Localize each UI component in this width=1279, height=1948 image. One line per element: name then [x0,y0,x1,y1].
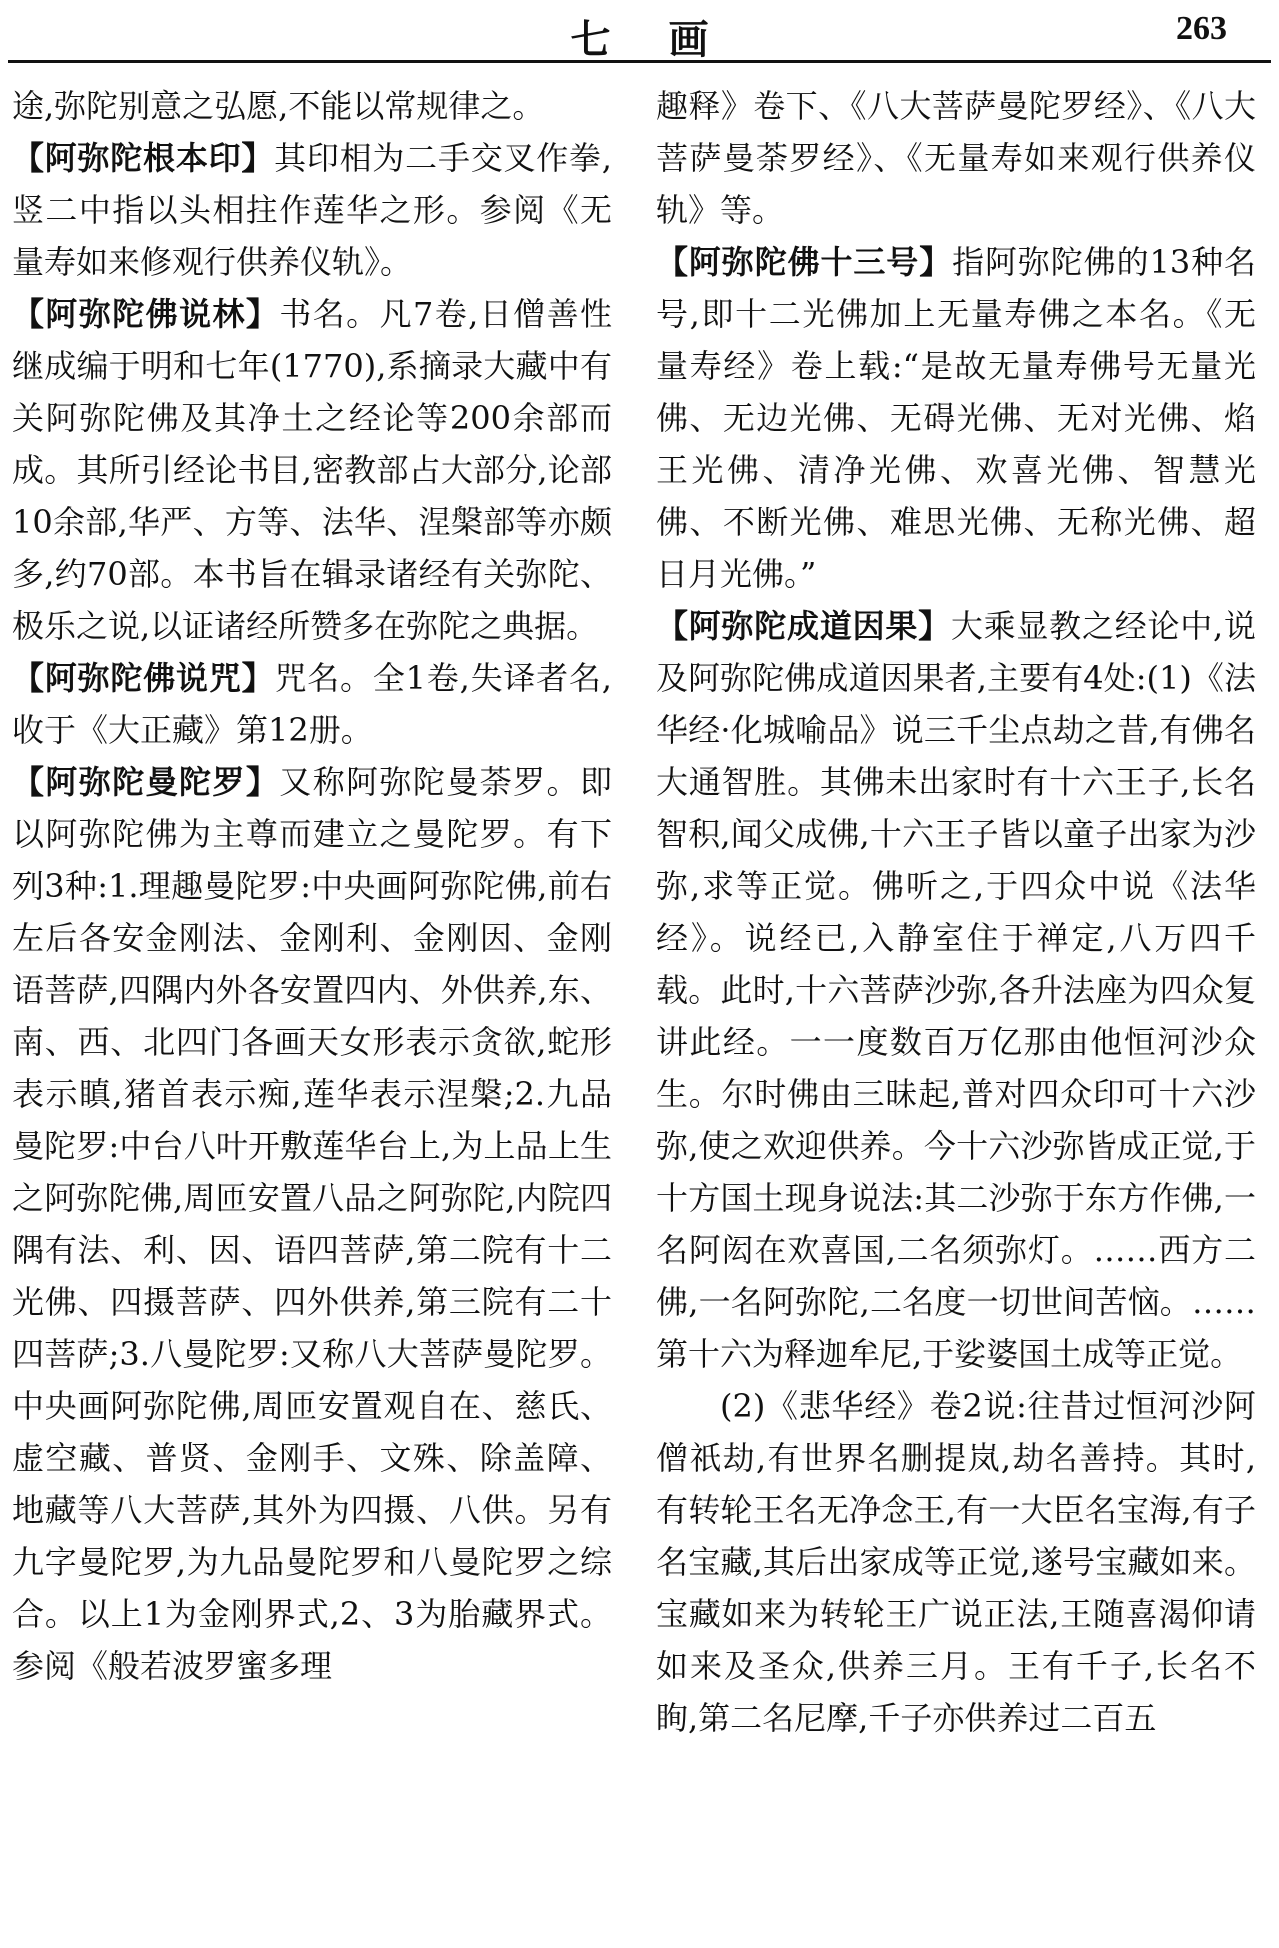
entry-body: 途,弥陀别意之弘愿,不能以常规律之。 [12,87,545,125]
entry-body: (2)《悲华经》卷2说:往昔过恒河沙阿僧祇劫,有世界名删提岚,劫名善持。其时,有转轮王名无净念王,有一大臣名宝海,有子名宝藏,其后出家成等正觉,遂号宝藏如来。宝藏如来为转轮王广说正法,王随喜渴仰请如来及圣众,供养三月。王有千子,长名不眴,第二名尼摩,千子亦供养过二百五 [656,1387,1256,1737]
entry-headword: 阿弥陀佛十三号 [688,243,920,281]
running-title: 七画 [570,16,767,63]
dictionary-entry: 【阿弥陀佛说林】书名。凡7卷,日僧善性继成编于明和七年(1770),系摘录大藏中有关阿弥陀佛及其净土之经论等200余部而成。其所引经论书目,密教部占大部分,论部10余部,华严、方等、法华、涅槃部等亦颇多,约70部。本书旨在辑录诸经有关弥陀、极乐之说,以证诸经所赞多在弥陀之典据。 [12,295,612,645]
entry-body: 咒名。全1卷,失译者名,收于《大正藏》第12册。 [12,659,612,749]
entry-headword: 阿弥陀根本印 [44,139,242,177]
dictionary-entry: 【阿弥陀根本印】其印相为二手交叉作拳,竖二中指以头相拄作莲华之形。参阅《无量寿如来修观行供养仪轨》。 [12,139,612,281]
entry-paragraph [656,1380,1256,1744]
entry-body: 趣释》卷下、《八大菩萨曼陀罗经》、《八大菩萨曼荼罗经》、《无量寿如来观行供养仪轨》等。 [656,87,1256,229]
dictionary-entry: 【阿弥陀曼陀罗】又称阿弥陀曼荼罗。即以阿弥陀佛为主尊而建立之曼陀罗。有下列3种:1.理趣曼陀罗:中央画阿弥陀佛,前右左后各安金刚法、金刚利、金刚因、金刚语菩萨,四隅内外各安置四内、外供养,东、南、西、北四门各画天女形表示贪欲,蛇形表示瞋,猪首表示痴,莲华表示涅槃;2.九品曼陀罗:中台八叶开敷莲华台上,为上品上生之阿弥陀佛,周匝安置八品之阿弥陀,内院四隅有法、利、因、语四菩萨,第二院有十二光佛、四摄菩萨、四外供养,第三院有二十四菩萨;3.八曼陀罗:又称八大菩萨曼陀罗。中央画阿弥陀佛,周匝安置观自在、慈氏、虚空藏、普贤、金刚手、文殊、除盖障、地藏等八大菩萨,其外为四摄、八供。另有九字曼陀罗,为九品曼陀罗和八曼陀罗之综合。以上1为金刚界式,2、3为胎藏界式。参阅《般若波罗蜜多理 [12,763,612,1685]
entry-body: 大乘显教之经论中,说及阿弥陀佛成道因果者,主要有4处:(1)《法华经·化城喻品》说三千尘点劫之昔,有佛名大通智胜。其佛未出家时有十六王子,长名智积,闻父成佛,十六王子皆以童子出家为沙弥,求等正觉。佛听之,于四众中说《法华经》。说经已,入静室住于禅定,八万四千载。此时,十六菩萨沙弥,各升法座为四众复讲此经。一一度数百万亿那由他恒河沙众生。尔时佛由三昧起,普对四众印可十六沙弥,使之欢迎供养。今十六沙弥皆成正觉,于十方国土现身说法:其二沙弥于东方作佛,一名阿闳在欢喜国,二名须弥灯。……西方二佛,一名阿弥陀,二名度一切世间苦恼。……第十六为释迦牟尼,于娑婆国土成等正觉。 [656,607,1256,1373]
right-column [656,80,1256,1744]
left-column [12,80,612,1692]
entry-continuation [656,80,1256,236]
entry-headword: 阿弥陀曼陀罗 [45,763,246,801]
dictionary-entry: 【阿弥陀成道因果】大乘显教之经论中,说及阿弥陀佛成道因果者,主要有4处:(1)《法华经·化城喻品》说三千尘点劫之昔,有佛名大通智胜。其佛未出家时有十六王子,长名智积,闻父成佛,十六王子皆以童子出家为沙弥,求等正觉。佛听之,于四众中说《法华经》。说经已,入静室住于禅定,八万四千载。此时,十六菩萨沙弥,各升法座为四众复讲此经。一一度数百万亿那由他恒河沙众生。尔时佛由三昧起,普对四众印可十六沙弥,使之欢迎供养。今十六沙弥皆成正觉,于十方国土现身说法:其二沙弥于东方作佛,一名阿闳在欢喜国,二名须弥灯。……西方二佛,一名阿弥陀,二名度一切世间苦恼。……第十六为释迦牟尼,于娑婆国土成等正觉。 [656,607,1256,1373]
entry-headword: 阿弥陀成道因果 [688,607,919,645]
entry-body: 书名。凡7卷,日僧善性继成编于明和七年(1770),系摘录大藏中有关阿弥陀佛及其净土之经论等200余部而成。其所引经论书目,密教部占大部分,论部10余部,华严、方等、法华、涅槃部等亦颇多,约70部。本书旨在辑录诸经有关弥陀、极乐之说,以证诸经所赞多在弥陀之典据。 [12,295,612,645]
entry-continuation [12,80,612,132]
entry-headword: 阿弥陀佛说林 [45,295,246,333]
entry-body: 其印相为二手交叉作拳,竖二中指以头相拄作莲华之形。参阅《无量寿如来修观行供养仪轨》。 [12,139,612,281]
entry-body: 指阿弥陀佛的13种名号,即十二光佛加上无量寿佛之本名。《无量寿经》卷上载:“是故无量寿佛号无量光佛、无边光佛、无碍光佛、无对光佛、焰王光佛、清净光佛、欢喜光佛、智慧光佛、不断光佛、难思光佛、无称光佛、超日月光佛。” [656,243,1256,593]
page-number: 263 [1176,10,1227,47]
page-header [0,0,1279,62]
dictionary-entry: 【阿弥陀佛十三号】指阿弥陀佛的13种名号,即十二光佛加上无量寿佛之本名。《无量寿经》卷上载:“是故无量寿佛号无量光佛、无边光佛、无碍光佛、无对光佛、焰王光佛、清净光佛、欢喜光佛、智慧光佛、不断光佛、难思光佛、无称光佛、超日月光佛。” [656,243,1256,593]
dictionary-entry: 【阿弥陀佛说咒】咒名。全1卷,失译者名,收于《大正藏》第12册。 [12,659,612,749]
entry-body: 又称阿弥陀曼荼罗。即以阿弥陀佛为主尊而建立之曼陀罗。有下列3种:1.理趣曼陀罗:中央画阿弥陀佛,前右左后各安金刚法、金刚利、金刚因、金刚语菩萨,四隅内外各安置四内、外供养,东、南、西、北四门各画天女形表示贪欲,蛇形表示瞋,猪首表示痴,莲华表示涅槃;2.九品曼陀罗:中台八叶开敷莲华台上,为上品上生之阿弥陀佛,周匝安置八品之阿弥陀,内院四隅有法、利、因、语四菩萨,第二院有十二光佛、四摄菩萨、四外供养,第三院有二十四菩萨;3.八曼陀罗:又称八大菩萨曼陀罗。中央画阿弥陀佛,周匝安置观自在、慈氏、虚空藏、普贤、金刚手、文殊、除盖障、地藏等八大菩萨,其外为四摄、八供。另有九字曼陀罗,为九品曼陀罗和八曼陀罗之综合。以上1为金刚界式,2、3为胎藏界式。参阅《般若波罗蜜多理 [12,763,612,1685]
header-rule [8,60,1271,63]
entry-headword: 阿弥陀佛说咒 [44,659,242,697]
